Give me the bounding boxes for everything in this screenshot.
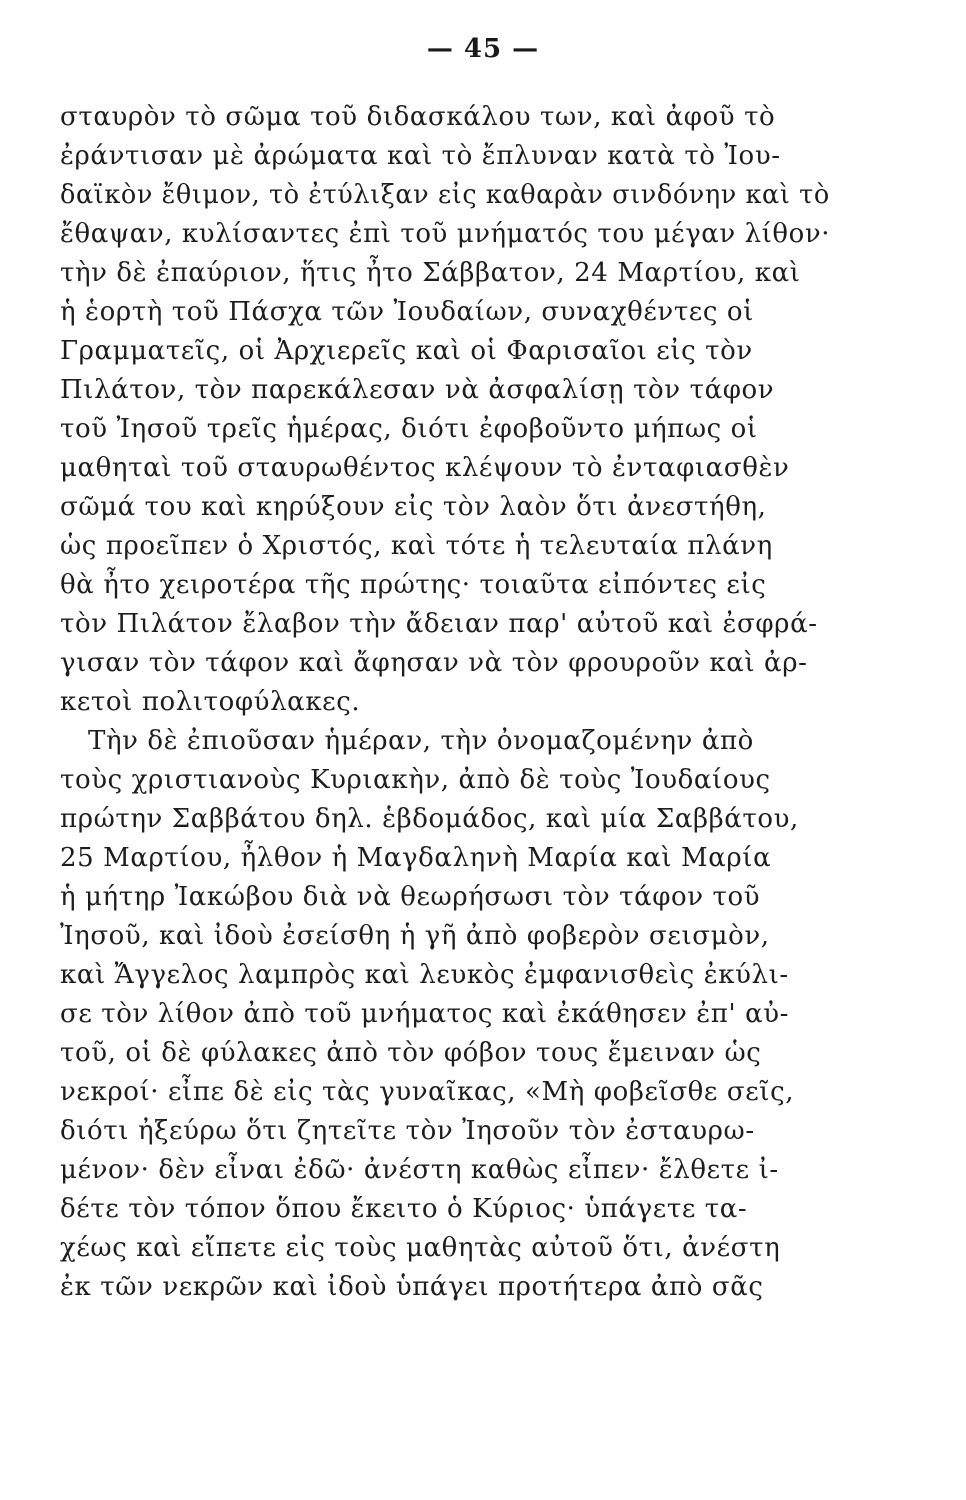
- paragraph-first-line: Τὴν δὲ ἐπιοῦσαν ἡμέραν, τὴν ὀνομαζομένην ἀπὸ: [88, 726, 754, 756]
- text-line: τοὺς χριστιανοὺς Κυριακὴν, ἀπὸ δὲ τοὺς Ἰουδαίους: [60, 765, 771, 795]
- text-line: ὡς προεῖπεν ὁ Χριστός, καὶ τότε ἡ τελευταία πλάνη: [60, 531, 773, 561]
- text-line: 25 Μαρτίου, ἦλθον ἡ Μαγδαληνὴ Μαρία καὶ Μαρία: [60, 843, 772, 873]
- text-line: ἔθαψαν, κυλίσαντες ἐπὶ τοῦ μνήματός του μέγαν λίθον·: [60, 219, 831, 249]
- text-line: τοῦ, οἱ δὲ φύλακες ἀπὸ τὸν φόβον τους ἔμειναν ὡς: [60, 1038, 762, 1068]
- text-line: Γραμματεῖς, οἱ Ἀρχιερεῖς καὶ οἱ Φαρισαῖοι εἰς τὸν: [60, 336, 753, 366]
- text-line: δαϊκὸν ἔθιμον, τὸ ἐτύλιξαν εἰς καθαρὰν σινδόνην καὶ τὸ: [60, 180, 830, 210]
- text-line: ἐράντισαν μὲ ἀρώματα καὶ τὸ ἔπλυναν κατὰ τὸ Ἰου-: [60, 141, 781, 171]
- text-line: νεκροί· εἶπε δὲ εἰς τὰς γυναῖκας, «Μὴ φοβεῖσθε σεῖς,: [60, 1077, 795, 1107]
- text-line: πρώτην Σαββάτου δηλ. ἑβδομάδος, καὶ μία Σαββάτου,: [60, 804, 799, 834]
- text-line: γισαν τὸν τάφον καὶ ἄφησαν νὰ τὸν φρουροῦν καὶ ἀρ-: [60, 648, 808, 678]
- text-line: τὸν Πιλάτον ἔλαβον τὴν ἄδειαν παρ' αὐτοῦ καὶ ἐσφρά-: [60, 609, 818, 639]
- text-line: Πιλάτον, τὸν παρεκάλεσαν νὰ ἀσφαλίσῃ τὸν τάφον: [60, 375, 775, 405]
- text-line: χέως καὶ εἴπετε εἰς τοὺς μαθητὰς αὐτοῦ ὅτι, ἀνέστη: [60, 1233, 781, 1263]
- text-line: διότι ἠξεύρω ὅτι ζητεῖτε τὸν Ἰησοῦν τὸν ἐσταυρω-: [60, 1116, 755, 1146]
- text-line: κετοὶ πολιτοφύλακες.: [60, 687, 361, 717]
- text-line: μένον· δὲν εἶναι ἐδῶ· ἀνέστη καθὼς εἶπεν· ἔλθετε ἰ-: [60, 1155, 779, 1185]
- text-line: τὴν δὲ ἐπαύριον, ἥτις ἦτο Σάββατον, 24 Μαρτίου, καὶ: [60, 258, 801, 288]
- text-line: σῶμά του καὶ κηρύξουν εἰς τὸν λαὸν ὅτι ἀνεστήθη,: [60, 492, 767, 522]
- text-line: δέτε τὸν τόπον ὅπου ἔκειτο ὁ Κύριος· ὑπάγετε τα-: [60, 1194, 748, 1224]
- text-line: σε τὸν λίθον ἀπὸ τοῦ μνήματος καὶ ἐκάθησεν ἐπ' αὐ-: [60, 999, 790, 1029]
- text-line: τοῦ Ἰησοῦ τρεῖς ἡμέρας, διότι ἐφοβοῦντο μήπως οἱ: [60, 414, 758, 444]
- text-line: σταυρὸν τὸ σῶμα τοῦ διδασκάλου των, καὶ ἀφοῦ τὸ: [60, 102, 776, 132]
- text-line: ἡ μήτηρ Ἰακώβου διὰ νὰ θεωρήσωσι τὸν τάφον τοῦ: [60, 882, 761, 912]
- text-line: θὰ ἦτο χειροτέρα τῆς πρώτης· τοιαῦτα εἰπόντες εἰς: [60, 570, 767, 600]
- text-line: ἡ ἑορτὴ τοῦ Πάσχα τῶν Ἰουδαίων, συναχθέντες οἱ: [60, 297, 754, 327]
- text-line: μαθηταὶ τοῦ σταυρωθέντος κλέψουν τὸ ἐνταφιασθὲν: [60, 453, 790, 483]
- page-number: — 45 —: [426, 34, 540, 64]
- text-line: ἐκ τῶν νεκρῶν καὶ ἰδοὺ ὑπάγει προτήτερα ἀπὸ σᾶς: [60, 1272, 764, 1302]
- text-line: καὶ Ἄγγελος λαμπρὸς καὶ λευκὸς ἐμφανισθεὶς ἐκύλι-: [60, 960, 789, 990]
- text-line: Ἰησοῦ, καὶ ἰδοὺ ἐσείσθη ἡ γῆ ἀπὸ φοβερὸν σεισμὸν,: [60, 921, 770, 951]
